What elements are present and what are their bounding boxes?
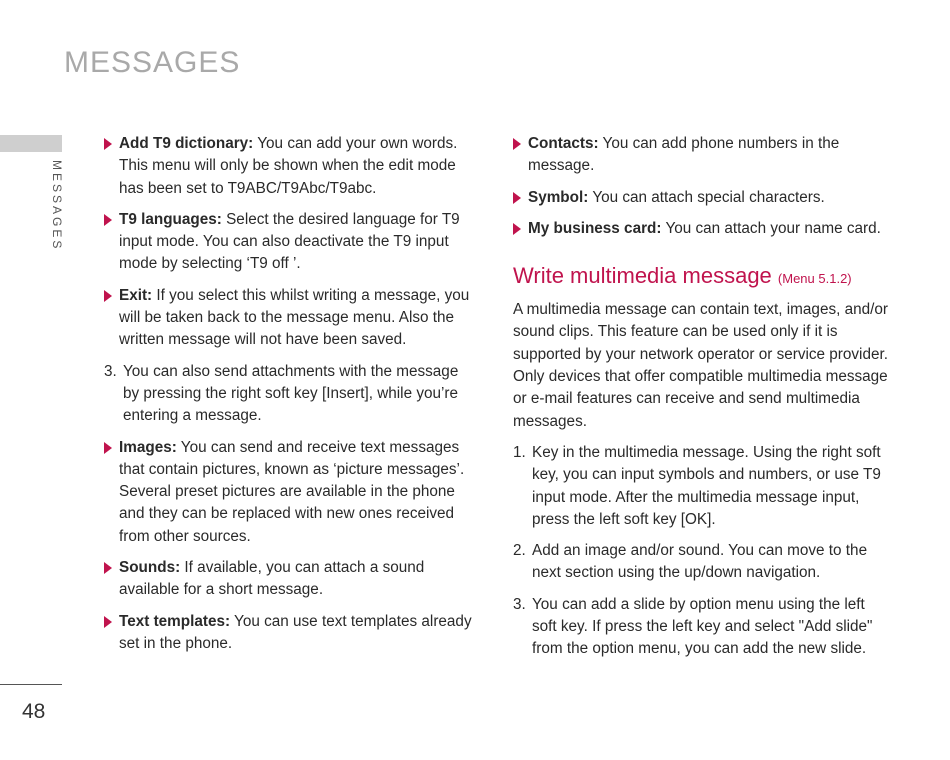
arrow-right-icon xyxy=(104,290,112,302)
bullet-add-t9-dictionary xyxy=(104,133,476,200)
section-heading xyxy=(513,262,893,293)
arrow-right-icon xyxy=(513,192,521,204)
bullet-text: If you select this whilst writing a message, you will be taken back to the message menu. Also the written message will not have been saved. xyxy=(119,286,470,349)
bullet-t9-languages xyxy=(104,209,476,276)
step-number: 2. xyxy=(513,542,526,560)
step-3-attachments xyxy=(104,361,476,428)
step-3 xyxy=(513,594,893,661)
page-number: 48 xyxy=(22,700,46,723)
bullet-term: Contacts: xyxy=(528,135,599,152)
arrow-right-icon xyxy=(513,138,521,150)
section-intro: A multimedia message can contain text, images, and/or sound clips. This feature can be used only if it is supported by your network operator or service provider. Only devices that offer compatible multimedia message or e-mail features can receive and send multimedia messages. xyxy=(513,301,888,430)
bullet-text-templates xyxy=(104,611,476,656)
step-text: Key in the multimedia message. Using the right soft key, you can input symbols and numbers, or use T9 input mode. After the multimedia message input, press the left soft key [OK]. xyxy=(532,443,881,528)
step-number: 3. xyxy=(104,362,117,380)
left-column xyxy=(104,133,476,664)
bullet-text: You can attach special characters. xyxy=(588,188,825,206)
bullet-term: Images: xyxy=(119,438,177,456)
step-2 xyxy=(513,540,893,585)
side-section-label: MESSAGES xyxy=(50,160,64,252)
page-title: MESSAGES xyxy=(64,46,241,79)
menu-reference: (Menu 5.1.2) xyxy=(777,271,852,287)
step-text: Add an image and/or sound. You can move to the next section using the up/down navigation. xyxy=(532,542,868,582)
bullet-term: T9 languages: xyxy=(119,210,222,228)
bullet-exit xyxy=(104,285,476,352)
step-text: You can also send attachments with the message by pressing the right soft key [Insert], while you’re entering a message. xyxy=(123,362,459,425)
bullet-text: You can add phone numbers in the message. xyxy=(528,135,840,175)
bullet-text: If available, you can attach a sound available for a short message. xyxy=(119,559,425,599)
bullet-images xyxy=(104,437,476,548)
arrow-right-icon xyxy=(104,616,112,628)
bullet-text: You can send and receive text messages that contain pictures, known as ‘picture messages’. Several preset pictures are available in the phone and they can be replaced with new ones received from other sources. xyxy=(119,438,465,545)
bullet-text: Select the desired language for T9 input mode. You can also deactivate the T9 input mode by selecting ‘T9 off ’. xyxy=(119,210,460,273)
bullet-text: You can attach your name card. xyxy=(661,219,881,237)
bullet-term: Exit: xyxy=(119,286,153,304)
arrow-right-icon xyxy=(104,562,112,574)
step-1 xyxy=(513,442,893,531)
arrow-right-icon xyxy=(104,214,112,226)
bullet-term: Add T9 dictionary: xyxy=(119,135,254,152)
section-title: Write multimedia message xyxy=(513,263,772,289)
side-tab-marker xyxy=(0,135,62,152)
bullet-term: Symbol: xyxy=(528,188,589,206)
bullet-term: Text templates: xyxy=(119,612,231,630)
step-number: 1. xyxy=(513,443,526,461)
arrow-right-icon xyxy=(104,138,112,150)
bullet-my-business-card xyxy=(513,218,893,240)
bullet-symbol xyxy=(513,187,893,209)
bullet-term: Sounds: xyxy=(119,559,181,577)
bullet-term: My business card: xyxy=(528,219,662,237)
bullet-sounds xyxy=(104,557,476,602)
arrow-right-icon xyxy=(513,223,521,235)
step-text: You can add a slide by option menu using the left soft key. If press the left key and select "Add slide" from the option menu, you can add the new slide. xyxy=(532,595,873,658)
step-number: 3. xyxy=(513,595,526,613)
bullet-text: You can add your own words. This menu will only be shown when the edit mode has been set to T9ABC/T9Abc/T9abc. xyxy=(119,135,458,197)
bullet-contacts xyxy=(513,133,893,178)
footer-divider xyxy=(0,684,62,685)
bullet-text: You can use text templates already set in the phone. xyxy=(119,612,472,652)
right-column xyxy=(513,133,893,670)
arrow-right-icon xyxy=(104,442,112,454)
